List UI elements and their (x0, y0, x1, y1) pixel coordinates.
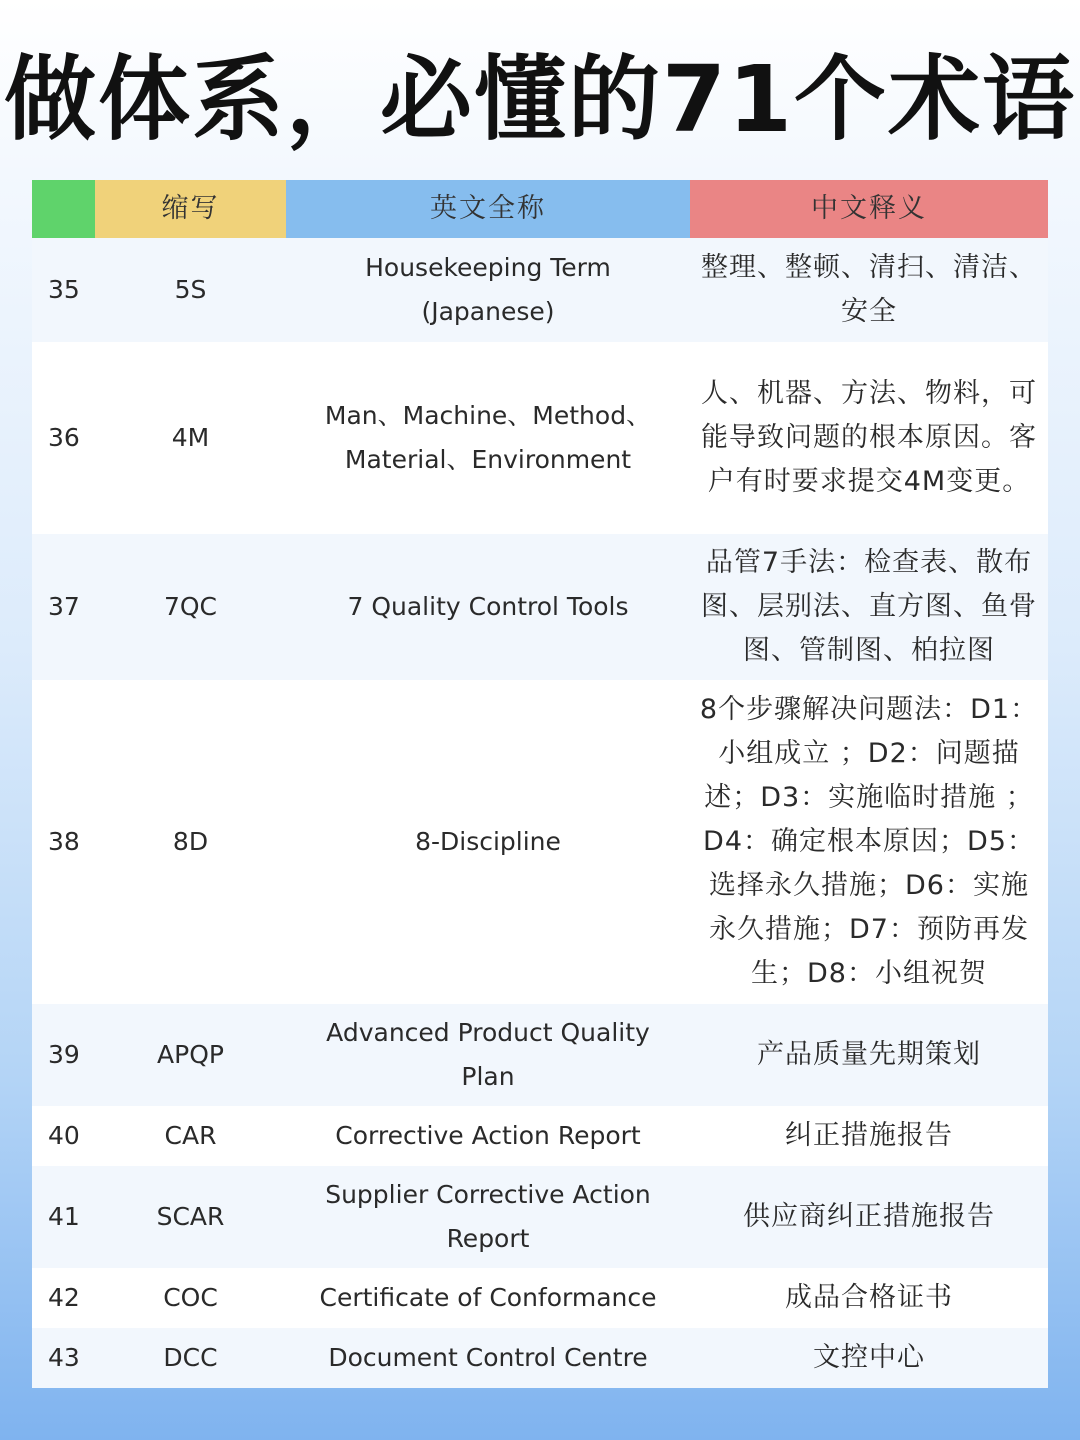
row-chinese-meaning: 文控中心 (813, 1342, 925, 1373)
row-number: 39 (48, 1040, 80, 1069)
row-english-name: Document Control Centre (328, 1343, 648, 1372)
row-number: 36 (48, 423, 80, 452)
row-english-name: Housekeeping Term (Japanese) (365, 253, 611, 326)
row-chinese-meaning: 整理、整顿、清扫、清洁、安全 (701, 252, 1037, 327)
row-abbreviation: 7QC (163, 592, 218, 621)
header-abbreviation: 缩写 (95, 180, 286, 238)
row-number: 41 (48, 1202, 80, 1231)
row-english-name: Supplier Corrective Action Report (325, 1180, 651, 1253)
row-english-name: 7 Quality Control Tools (347, 592, 629, 621)
row-english-name: Advanced Product Quality Plan (326, 1018, 650, 1091)
table-row (32, 238, 1048, 342)
row-number: 37 (48, 592, 80, 621)
row-chinese-meaning: 纠正措施报告 (785, 1120, 953, 1151)
row-abbreviation: CAR (164, 1121, 217, 1150)
row-chinese-meaning: 品管7手法：检查表、散布图、层别法、直方图、鱼骨图、管制图、柏拉图 (701, 547, 1037, 666)
row-chinese-meaning: 成品合格证书 (785, 1282, 953, 1313)
row-chinese-meaning: 人、机器、方法、物料，可能导致问题的根本原因。客户有时要求提交4M变更。 (701, 378, 1037, 497)
row-abbreviation: DCC (163, 1343, 218, 1372)
row-number: 40 (48, 1121, 80, 1150)
row-english-name: Man、Machine、Method、Material、Environment (324, 401, 652, 474)
header-english-name: 英文全称 (286, 180, 690, 238)
row-number: 42 (48, 1283, 80, 1312)
row-number: 35 (48, 275, 80, 304)
table-row (32, 1004, 1048, 1106)
row-abbreviation: COC (163, 1283, 218, 1312)
row-chinese-meaning: 供应商纠正措施报告 (743, 1201, 995, 1232)
row-chinese-meaning: 8个步骤解决问题法：D1：小组成立 ；D2：问题描述；D3：实施临时措施 ；D4：确定根本原因；D5：选择永久措施；D6：实施永久措施；D7：预防再发生；D8：小组祝贺 (699, 694, 1039, 989)
table-row (32, 534, 1048, 680)
row-chinese-meaning: 产品质量先期策划 (757, 1039, 981, 1070)
row-english-name: Corrective Action Report (335, 1121, 641, 1150)
table-row (32, 1268, 1048, 1328)
terms-table (32, 180, 1048, 1388)
table-header (32, 180, 1048, 238)
row-abbreviation: 4M (171, 423, 210, 452)
row-abbreviation: APQP (157, 1040, 224, 1069)
table-row (32, 342, 1048, 534)
row-number: 38 (48, 827, 80, 856)
header-chinese-meaning: 中文释义 (690, 180, 1048, 238)
row-abbreviation: 5S (174, 275, 207, 304)
table-row (32, 1166, 1048, 1268)
row-abbreviation: SCAR (156, 1202, 225, 1231)
row-english-name: Certificate of Conformance (319, 1283, 657, 1312)
page-title: 做体系，必懂的71个术语 (3, 46, 1077, 153)
row-english-name: 8-Discipline (415, 827, 561, 856)
header-number (32, 180, 95, 238)
table-row (32, 680, 1048, 1004)
table-row (32, 1328, 1048, 1388)
row-number: 43 (48, 1343, 80, 1372)
row-abbreviation: 8D (172, 827, 209, 856)
table-row (32, 1106, 1048, 1166)
